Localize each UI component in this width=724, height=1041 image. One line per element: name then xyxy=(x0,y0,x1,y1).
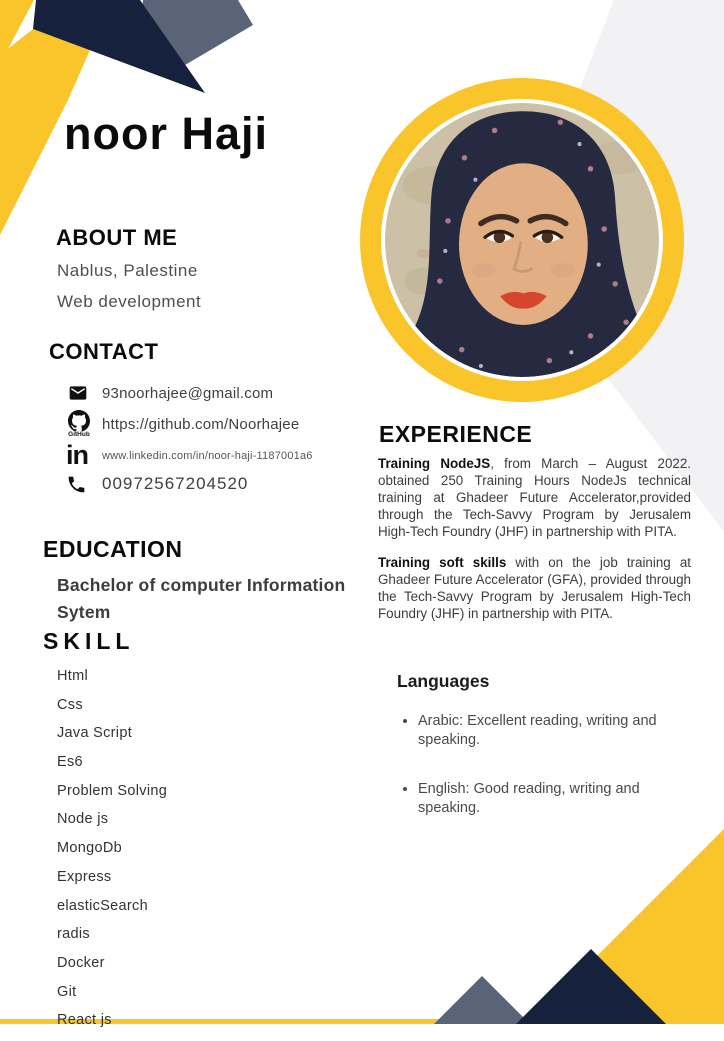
page-title: noor Haji xyxy=(64,108,269,159)
skill-item: Node js xyxy=(57,811,109,828)
email-link[interactable]: 93noorhajee@gmail.com xyxy=(102,384,274,402)
phone-icon xyxy=(66,474,102,495)
experience-entry-text: with on the job training at Ghadeer Future Accelerator (GFA), provided through the Tech-Savvy Program by Jerusalem High-Tech Foundry (JHF) in partnership with PITA. xyxy=(378,555,691,621)
contact-row-email xyxy=(66,383,366,403)
profile-photo xyxy=(360,78,684,402)
language-item: • English: Good reading, writing and speaking. xyxy=(418,780,690,818)
languages-heading: Languages xyxy=(397,671,490,691)
linkedin-link[interactable]: www.linkedin.com/in/noor-haji-1187001a6 xyxy=(102,449,313,462)
about-role: Web development xyxy=(57,292,202,311)
experience-entry-title: Training soft skills xyxy=(378,555,507,570)
contact-row-github xyxy=(66,410,366,438)
skill-item: radis xyxy=(57,926,90,943)
about-location: Nablus, Palestine xyxy=(57,261,198,280)
skill-item: Git xyxy=(57,983,77,1000)
github-icon-label: GitHub xyxy=(68,431,90,438)
contact-row-linkedin xyxy=(66,440,366,470)
skill-item: Java Script xyxy=(57,725,133,742)
language-item: • Arabic: Excellent reading, writing and speaking. xyxy=(418,712,690,750)
linkedin-icon-text: in xyxy=(66,440,88,470)
skill-item: Css xyxy=(57,696,83,713)
skill-item: MongoDb xyxy=(57,840,122,857)
skill-item: React js xyxy=(57,1012,112,1029)
phone-link[interactable]: 00972567204520 xyxy=(102,474,249,494)
skill-item: Express xyxy=(57,868,112,885)
contact-row-phone xyxy=(66,474,366,495)
skill-item: Es6 xyxy=(57,754,83,771)
github-icon xyxy=(66,410,102,438)
experience-entry xyxy=(378,554,691,622)
skills-list xyxy=(57,668,167,1041)
experience-entry-text: , from March – August 2022. obtained 250 Training Hours NodeJs technical training at Ghadeer Future Accelerator,provided through the Tech-Savvy Program by Jerusalem High-Tech Foundry (JHF) in partnership with PITA. xyxy=(378,456,692,539)
contact-list xyxy=(66,383,366,502)
github-link[interactable]: https://github.com/Noorhajee xyxy=(102,415,300,433)
experience-heading: EXPERIENCE xyxy=(379,421,533,447)
email-icon xyxy=(66,383,102,403)
skills-heading: SKILL xyxy=(43,628,135,654)
education-degree: Bachelor of computer Information Sytem xyxy=(57,575,346,623)
portrait-illustration xyxy=(385,103,659,377)
experience-entry-title: Training NodeJS xyxy=(378,456,491,471)
skill-item: Html xyxy=(57,668,88,684)
skill-item: Docker xyxy=(57,954,105,971)
languages-list xyxy=(418,712,690,848)
skill-item: elasticSearch xyxy=(57,897,148,914)
education-heading: EDUCATION xyxy=(43,536,183,562)
skill-item: Problem Solving xyxy=(57,782,168,799)
linkedin-icon xyxy=(66,440,102,470)
contact-heading: CONTACT xyxy=(49,339,159,364)
about-heading: ABOUT ME xyxy=(56,225,178,250)
experience-entry xyxy=(378,455,691,540)
experience-body xyxy=(378,455,691,636)
profile-photo-rim xyxy=(381,99,663,381)
